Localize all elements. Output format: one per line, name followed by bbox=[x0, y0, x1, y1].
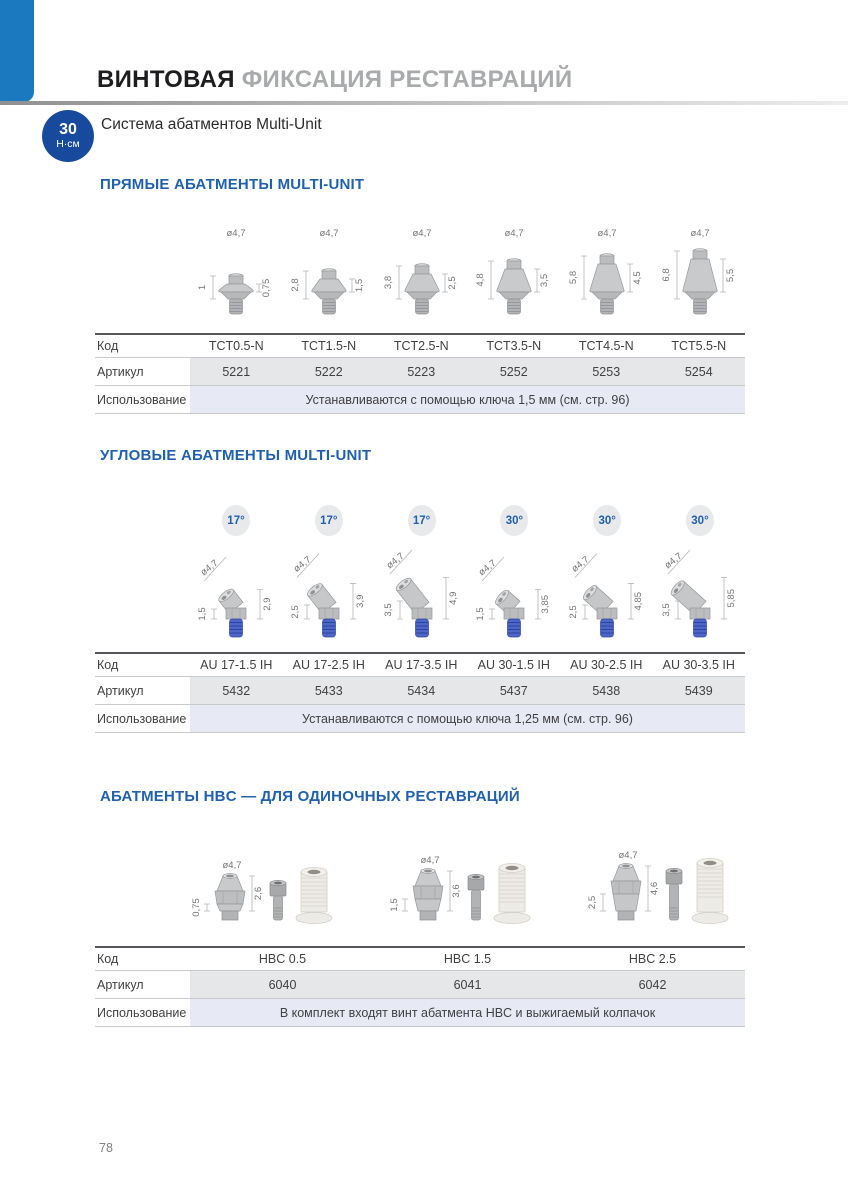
dimension-label: 3,8 bbox=[382, 275, 394, 290]
code-cell: TCT0.5-N bbox=[208, 339, 264, 353]
row-label-code: Код bbox=[97, 339, 119, 353]
torque-value: 30 bbox=[59, 121, 77, 139]
product-figure bbox=[468, 222, 560, 322]
dimension-label: 5,85 bbox=[725, 589, 737, 608]
dimension-label: 2,9 bbox=[262, 597, 273, 611]
dimension-label: 2,5 bbox=[587, 895, 598, 910]
table-row-usage bbox=[95, 386, 745, 414]
dimension-label: 5,8 bbox=[568, 270, 580, 285]
sku-cell: 5439 bbox=[653, 677, 746, 704]
dimension-label: ø4,7 bbox=[226, 228, 246, 239]
sku-cell: 5432 bbox=[190, 677, 283, 704]
straight-abutment-diagram bbox=[561, 222, 653, 322]
dimension-label: ø4,7 bbox=[618, 850, 638, 861]
row-label-code: Код bbox=[97, 952, 119, 966]
product-figure bbox=[561, 505, 653, 645]
dimension-label: ø4,7 bbox=[420, 855, 440, 866]
angled-abutment-diagram bbox=[561, 545, 653, 645]
dimension-label: 2,8 bbox=[289, 278, 301, 292]
dimension-label: ø4,7 bbox=[569, 554, 592, 575]
table-row-usage bbox=[95, 705, 745, 733]
product-figure bbox=[468, 505, 560, 645]
row-label-sku: Артикул bbox=[97, 364, 144, 379]
dimension-label: 1 bbox=[197, 284, 208, 291]
sku-cell: 5222 bbox=[283, 358, 376, 385]
dimension-label: 3,9 bbox=[354, 594, 366, 608]
dimension-label: 4,9 bbox=[447, 591, 459, 605]
dimension-label: 4,5 bbox=[632, 271, 644, 285]
angle-badge: 30° bbox=[593, 505, 621, 536]
torque-unit: Н·см bbox=[56, 137, 80, 150]
straight-abutment-diagram bbox=[190, 222, 282, 322]
section-heading-straight: ПРЯМЫЕ АБАТМЕНТЫ MULTI-UNIT bbox=[100, 176, 365, 193]
dimension-label: 4,85 bbox=[633, 591, 645, 611]
table-row-sku bbox=[95, 971, 745, 999]
code-cell: TCT1.5-N bbox=[301, 339, 357, 353]
product-table-angled bbox=[95, 652, 745, 733]
angled-abutment-diagram bbox=[190, 545, 282, 645]
sku-cell: 5437 bbox=[468, 677, 561, 704]
sku-cell: 5252 bbox=[468, 358, 561, 385]
dimension-label: 3,5 bbox=[382, 603, 394, 617]
product-figure bbox=[283, 505, 375, 645]
dimension-label: 2,5 bbox=[446, 276, 458, 290]
dimension-label: 3,5 bbox=[660, 603, 672, 617]
dimension-label: 3,6 bbox=[451, 884, 462, 898]
dimension-label: ø4,7 bbox=[504, 228, 524, 239]
dimension-label: 6,8 bbox=[660, 268, 672, 282]
usage-cell: Устанавливаются с помощью ключа 1,5 мм (см. стр. 96) bbox=[190, 386, 745, 413]
angle-badge: 17° bbox=[222, 505, 250, 536]
dimension-label: ø4,7 bbox=[384, 550, 406, 572]
code-cell: HBC 2.5 bbox=[628, 952, 677, 966]
code-cell: TCT3.5-N bbox=[486, 339, 542, 353]
product-figure bbox=[283, 222, 375, 322]
dimension-label: 3,85 bbox=[540, 594, 552, 614]
dimension-label: ø4,7 bbox=[291, 554, 314, 575]
table-row-sku bbox=[95, 358, 745, 386]
dimension-label: 0,75 bbox=[261, 278, 272, 298]
row-label-sku: Артикул bbox=[97, 683, 144, 698]
angle-badge: 30° bbox=[500, 505, 528, 536]
corner-tab bbox=[0, 0, 34, 102]
sku-cell: 5221 bbox=[190, 358, 283, 385]
dimension-label: ø4,7 bbox=[690, 228, 710, 239]
dimension-label: ø4,7 bbox=[476, 557, 499, 579]
row-label-code: Код bbox=[97, 658, 119, 672]
dimension-label: 4,6 bbox=[649, 881, 660, 896]
code-cell: AU 17-2.5 IH bbox=[292, 658, 365, 672]
straight-abutment-diagram bbox=[283, 222, 375, 322]
angled-abutment-diagram bbox=[283, 545, 375, 645]
table-row-code bbox=[95, 335, 745, 358]
dimension-label: ø4,7 bbox=[412, 228, 432, 239]
dimension-label: ø4,7 bbox=[662, 550, 685, 572]
code-cell: AU 30-3.5 IH bbox=[662, 658, 735, 672]
table-row-code bbox=[95, 654, 745, 677]
dimension-label: 3,5 bbox=[539, 273, 551, 288]
row-label-usage: Использование bbox=[97, 392, 187, 407]
code-cell: TCT4.5-N bbox=[578, 339, 634, 353]
product-figure bbox=[388, 824, 548, 934]
page-number: 78 bbox=[99, 1141, 113, 1155]
sku-cell: 5223 bbox=[375, 358, 468, 385]
code-cell: AU 30-2.5 IH bbox=[570, 658, 643, 672]
angled-abutment-diagram bbox=[376, 545, 468, 645]
title-secondary: ФИКСАЦИЯ РЕСТАВРАЦИЙ bbox=[241, 66, 573, 93]
product-figure bbox=[190, 824, 350, 934]
dimension-label: 4,8 bbox=[475, 273, 487, 287]
angled-abutment-diagram bbox=[654, 545, 746, 645]
product-figure bbox=[190, 505, 282, 645]
dimension-label: 1,5 bbox=[353, 278, 365, 293]
product-figure bbox=[654, 222, 746, 322]
title-primary: ВИНТОВАЯ bbox=[97, 66, 235, 93]
dimension-label: ø4,7 bbox=[319, 228, 339, 239]
sku-cell: 5254 bbox=[653, 358, 746, 385]
code-cell: AU 17-1.5 IH bbox=[200, 658, 273, 672]
header-divider bbox=[0, 101, 848, 105]
product-figure bbox=[586, 824, 746, 934]
figures-row-hbc bbox=[190, 824, 746, 934]
figures-row-angled bbox=[190, 505, 746, 645]
product-figure bbox=[376, 222, 468, 322]
figures-row-straight bbox=[190, 222, 746, 322]
usage-cell: Устанавливаются с помощью ключа 1,25 мм (см. стр. 96) bbox=[190, 705, 745, 732]
product-table-hbc bbox=[95, 946, 745, 1027]
product-figure bbox=[654, 505, 746, 645]
code-cell: AU 30-1.5 IH bbox=[477, 658, 550, 672]
dimension-label: 1,5 bbox=[475, 607, 487, 621]
straight-abutment-diagram bbox=[468, 222, 560, 322]
section-heading-hbc: АБАТМЕНТЫ HBC — ДЛЯ ОДИНОЧНЫХ РЕСТАВРАЦИЙ bbox=[100, 788, 520, 805]
row-label-usage: Использование bbox=[97, 711, 187, 726]
angled-abutment-diagram bbox=[468, 545, 560, 645]
dimension-label: 1,5 bbox=[389, 898, 400, 912]
dimension-label: 1,5 bbox=[197, 607, 208, 621]
usage-cell: В комплект входят винт абатмента HBC и выжигаемый колпачок bbox=[190, 999, 745, 1026]
code-cell: AU 17-3.5 IH bbox=[385, 658, 458, 672]
code-cell: TCT2.5-N bbox=[393, 339, 449, 353]
dimension-label: 2,5 bbox=[568, 605, 580, 619]
code-cell: HBC 0.5 bbox=[258, 952, 307, 966]
sku-cell: 6040 bbox=[190, 971, 375, 998]
product-table-straight bbox=[95, 333, 745, 414]
angle-badge: 17° bbox=[408, 505, 436, 536]
dimension-label: 2,6 bbox=[253, 886, 264, 901]
table-row-sku bbox=[95, 677, 745, 705]
product-figure bbox=[190, 222, 282, 322]
product-figure bbox=[561, 222, 653, 322]
torque-badge bbox=[42, 110, 94, 162]
product-figure bbox=[376, 505, 468, 645]
sku-cell: 6042 bbox=[560, 971, 745, 998]
dimension-label: ø4,7 bbox=[597, 228, 617, 239]
dimension-label: ø4,7 bbox=[222, 860, 242, 871]
sku-cell: 5438 bbox=[560, 677, 653, 704]
hbc-abutment-set-diagram bbox=[586, 824, 746, 934]
dimension-label: 0,75 bbox=[191, 898, 202, 917]
straight-abutment-diagram bbox=[654, 222, 746, 322]
row-label-sku: Артикул bbox=[97, 977, 144, 992]
code-cell: HBC 1.5 bbox=[443, 952, 492, 966]
hbc-abutment-set-diagram bbox=[388, 824, 548, 934]
angle-badge: 17° bbox=[315, 505, 343, 536]
table-row-code bbox=[95, 948, 745, 971]
sku-cell: 5253 bbox=[560, 358, 653, 385]
code-cell: TCT5.5-N bbox=[671, 339, 727, 353]
section-heading-angled: УГЛОВЫЕ АБАТМЕНТЫ MULTI-UNIT bbox=[100, 447, 372, 464]
page-title bbox=[97, 66, 572, 94]
sku-cell: 5433 bbox=[283, 677, 376, 704]
hbc-abutment-set-diagram bbox=[190, 824, 350, 934]
table-row-usage bbox=[95, 999, 745, 1027]
sku-cell: 6041 bbox=[375, 971, 560, 998]
row-label-usage: Использование bbox=[97, 1005, 187, 1020]
dimension-label: 5,5 bbox=[724, 268, 736, 283]
angle-badge: 30° bbox=[686, 505, 714, 536]
system-subtitle: Система абатментов Multi-Unit bbox=[101, 116, 322, 133]
straight-abutment-diagram bbox=[376, 222, 468, 322]
sku-cell: 5434 bbox=[375, 677, 468, 704]
dimension-label: 2,5 bbox=[289, 605, 301, 619]
dimension-label: ø4,7 bbox=[198, 557, 221, 579]
